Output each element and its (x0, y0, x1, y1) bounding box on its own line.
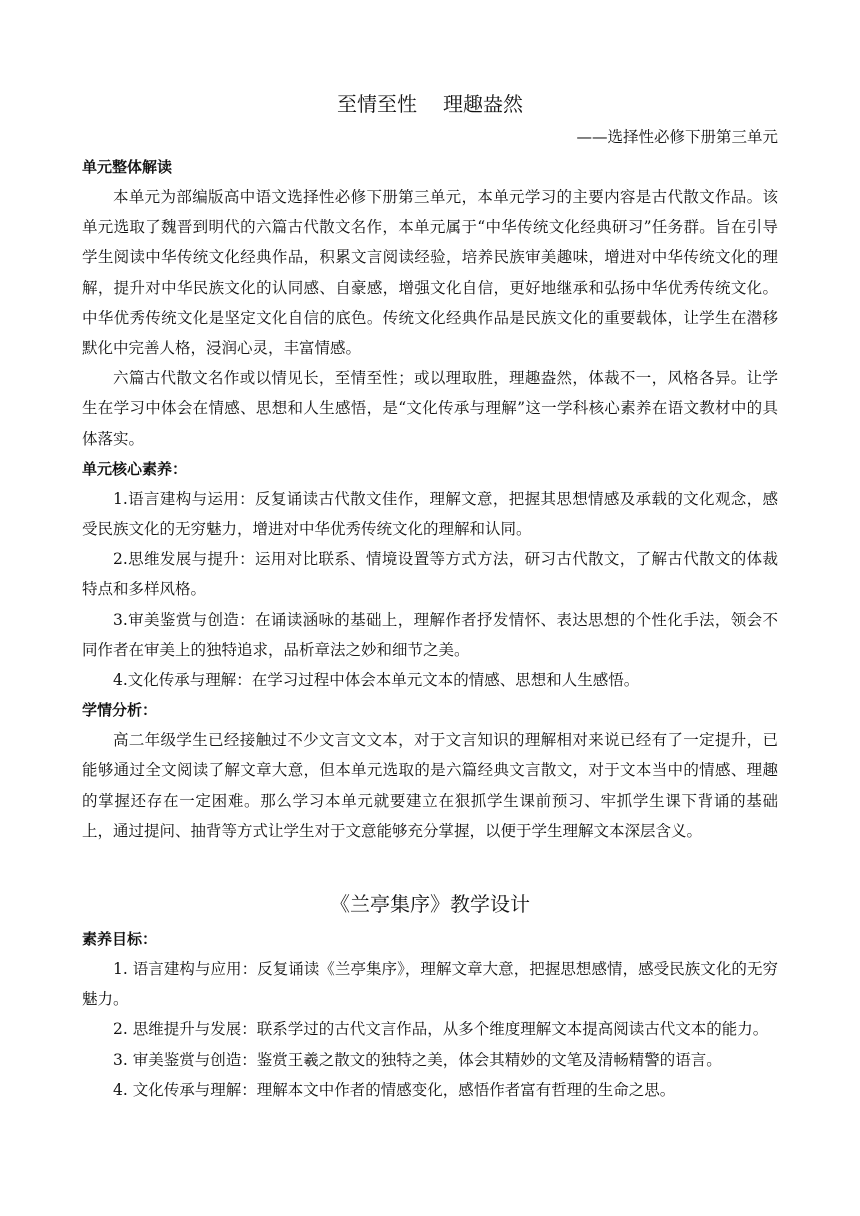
goal-item: 2. 思维提升与发展：联系学过的古代文言作品，从多个维度理解文本提高阅读古代文本的能力。 (113, 1020, 769, 1039)
goal-item: 4. 文化传承与理解：理解本文中作者的情感变化，感悟作者富有哲理的生命之思。 (113, 1080, 676, 1099)
section-spacer (82, 846, 778, 884)
lesson-title: 《兰亭集序》教学设计 (330, 892, 530, 917)
analysis-paragraph: 高二年级学生已经接触过不少文言文文本，对于文言知识的理解相对来说已经有了一定提升，已能够通过全文阅读了解文章大意，但本单元选取的是六篇经典文言散文，对于文本当中的情感、理趣的掌握还存在一定困难。那么学习本单元就要建立在狠抓学生课前预习、牢抓学生课下背诵的基础上，通过提问、抽背等方式让学生对于文意能够充分掌握，以便于学生理解文本深层含义。 (82, 731, 778, 840)
overview-heading: 单元整体解读 (82, 158, 173, 176)
unit-subtitle: ——选择性必修下册第三单元 (576, 128, 778, 146)
analysis-heading: 学情分析： (82, 701, 158, 720)
overview-paragraph: 六篇古代散文名作或以情见长，至情至性；或以理取胜，理趣盎然，体裁不一，风格各异。让学生在学习中体会在情感、思想和人生感悟，是“文化传承与理解”这一学科核心素养在语文教材中的具体落实。 (82, 369, 778, 448)
unit-title (82, 86, 778, 122)
goal-item: 1. 语言建构与应用：反复诵读《兰亭集序》，理解文章大意，把握思想感情，感受民族文化的无穷魅力。 (82, 960, 778, 1009)
literacy-item: 2.思维发展与提升：运用对比联系、情境设置等方式方法，研习古代散文，了解古代散文的体裁特点和多样风格。 (82, 550, 778, 599)
literacy-item: 3.审美鉴赏与创造：在诵读涵咏的基础上，理解作者抒发情怀、表达思想的个性化手法，领会不同作者在审美上的独特追求，品析章法之妙和细节之美。 (82, 610, 778, 659)
overview-paragraph: 本单元为部编版高中语文选择性必修下册第三单元，本单元学习的主要内容是古代散文作品。该单元选取了魏晋到明代的六篇古代散文名作，本单元属于“中华传统文化经典研习”任务群。旨在引导学生阅读中华传统文化经典作品，积累文言阅读经验，培养民族审美趣味，增进对中华传统文化的理解，提升对中华民族文化的认同感、自豪感，增强文化自信，更好地继承和弘扬中华优秀传统文化。中华优秀传统文化是坚定文化自信的底色。传统文化经典作品是民族文化的重要载体，让学生在潜移默化中完善人格，浸润心灵，丰富情感。 (82, 188, 778, 358)
literacy-item: 4.文化传承与理解：在学习过程中体会本单元文本的情感、思想和人生感悟。 (113, 671, 640, 690)
document-page (82, 86, 778, 1105)
unit-title-part-1: 至情至性 (337, 92, 417, 116)
unit-title-part-2: 理趣盎然 (443, 92, 523, 116)
literacy-item: 1.语言建构与运用：反复诵读古代散文佳作，理解文意，把握其思想情感及承载的文化观念，感受民族文化的无穷魅力，增进对中华优秀传统文化的理解和认同。 (82, 489, 778, 539)
goals-heading: 素养目标： (82, 930, 158, 949)
literacy-heading: 单元核心素养： (82, 459, 188, 478)
goal-item: 3. 审美鉴赏与创造：鉴赏王羲之散文的独特之美，体会其精妙的文笔及清畅精警的语言。 (113, 1050, 722, 1069)
